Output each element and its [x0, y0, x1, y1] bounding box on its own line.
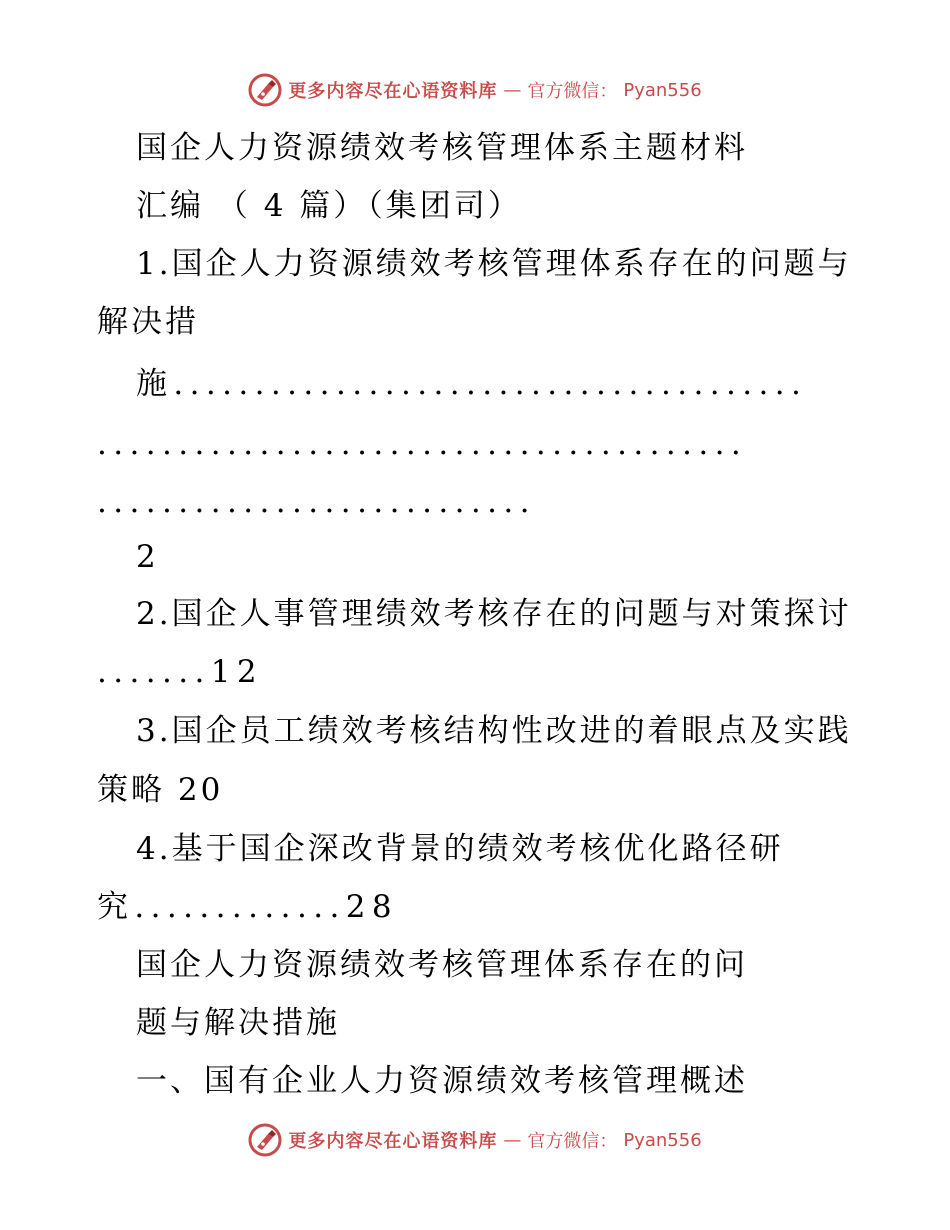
toc-item-3-line-2[interactable]: 策略 20 [97, 772, 224, 808]
pen-nib-logo-icon [248, 1123, 282, 1157]
pen-nib-logo-icon [248, 73, 282, 107]
footer-watermark-banner [0, 1120, 950, 1160]
toc-item-4-line-2[interactable]: 究.............28 [97, 889, 398, 925]
toc-item-2-line-2[interactable]: .......12 [97, 654, 264, 690]
toc-item-4-line-1[interactable]: 4.基于国企深改背景的绩效考核优化路径研 [136, 831, 784, 867]
toc-item-1-line-4[interactable]: ........................................ [97, 426, 748, 462]
toc-item-1-line-3[interactable]: 施....................................... [136, 366, 808, 402]
document-title-line-1: 国企人力资源绩效考核管理体系主题材料 [136, 130, 748, 166]
watermark-wechat-id: Pyan556 [623, 1129, 702, 1151]
toc-item-1-line-2[interactable]: 解决措 [97, 304, 199, 340]
toc-item-2-line-1[interactable]: 2.国企人事管理绩效考核存在的问题与对策探讨 [136, 596, 852, 632]
watermark-wechat-label: 官方微信： [527, 1131, 618, 1152]
toc-item-1-line-5[interactable]: ........................... [97, 484, 536, 520]
toc-item-1-line-1[interactable]: 1.国企人力资源绩效考核管理体系存在的问题与 [136, 246, 852, 282]
document-title-line-2: 汇编 （ 4 篇）（集团司） [136, 188, 522, 224]
section-heading: 一、国有企业人力资源绩效考核管理概述 [136, 1063, 748, 1099]
article-title-line-1: 国企人力资源绩效考核管理体系存在的问 [136, 947, 748, 983]
toc-item-3-line-1[interactable]: 3.国企员工绩效考核结构性改进的着眼点及实践 [136, 713, 852, 749]
watermark-wechat-label: 官方微信： [527, 81, 618, 102]
toc-item-1-page[interactable]: 2 [136, 539, 159, 575]
header-watermark-banner [0, 70, 950, 110]
watermark-dash: — [503, 79, 522, 101]
watermark-main-text: 更多内容尽在心语资料库 [288, 1131, 498, 1152]
watermark-dash: — [503, 1129, 522, 1151]
watermark-main-text: 更多内容尽在心语资料库 [288, 81, 498, 102]
article-title-line-2: 题与解决措施 [136, 1005, 340, 1041]
watermark-wechat-id: Pyan556 [623, 79, 702, 101]
